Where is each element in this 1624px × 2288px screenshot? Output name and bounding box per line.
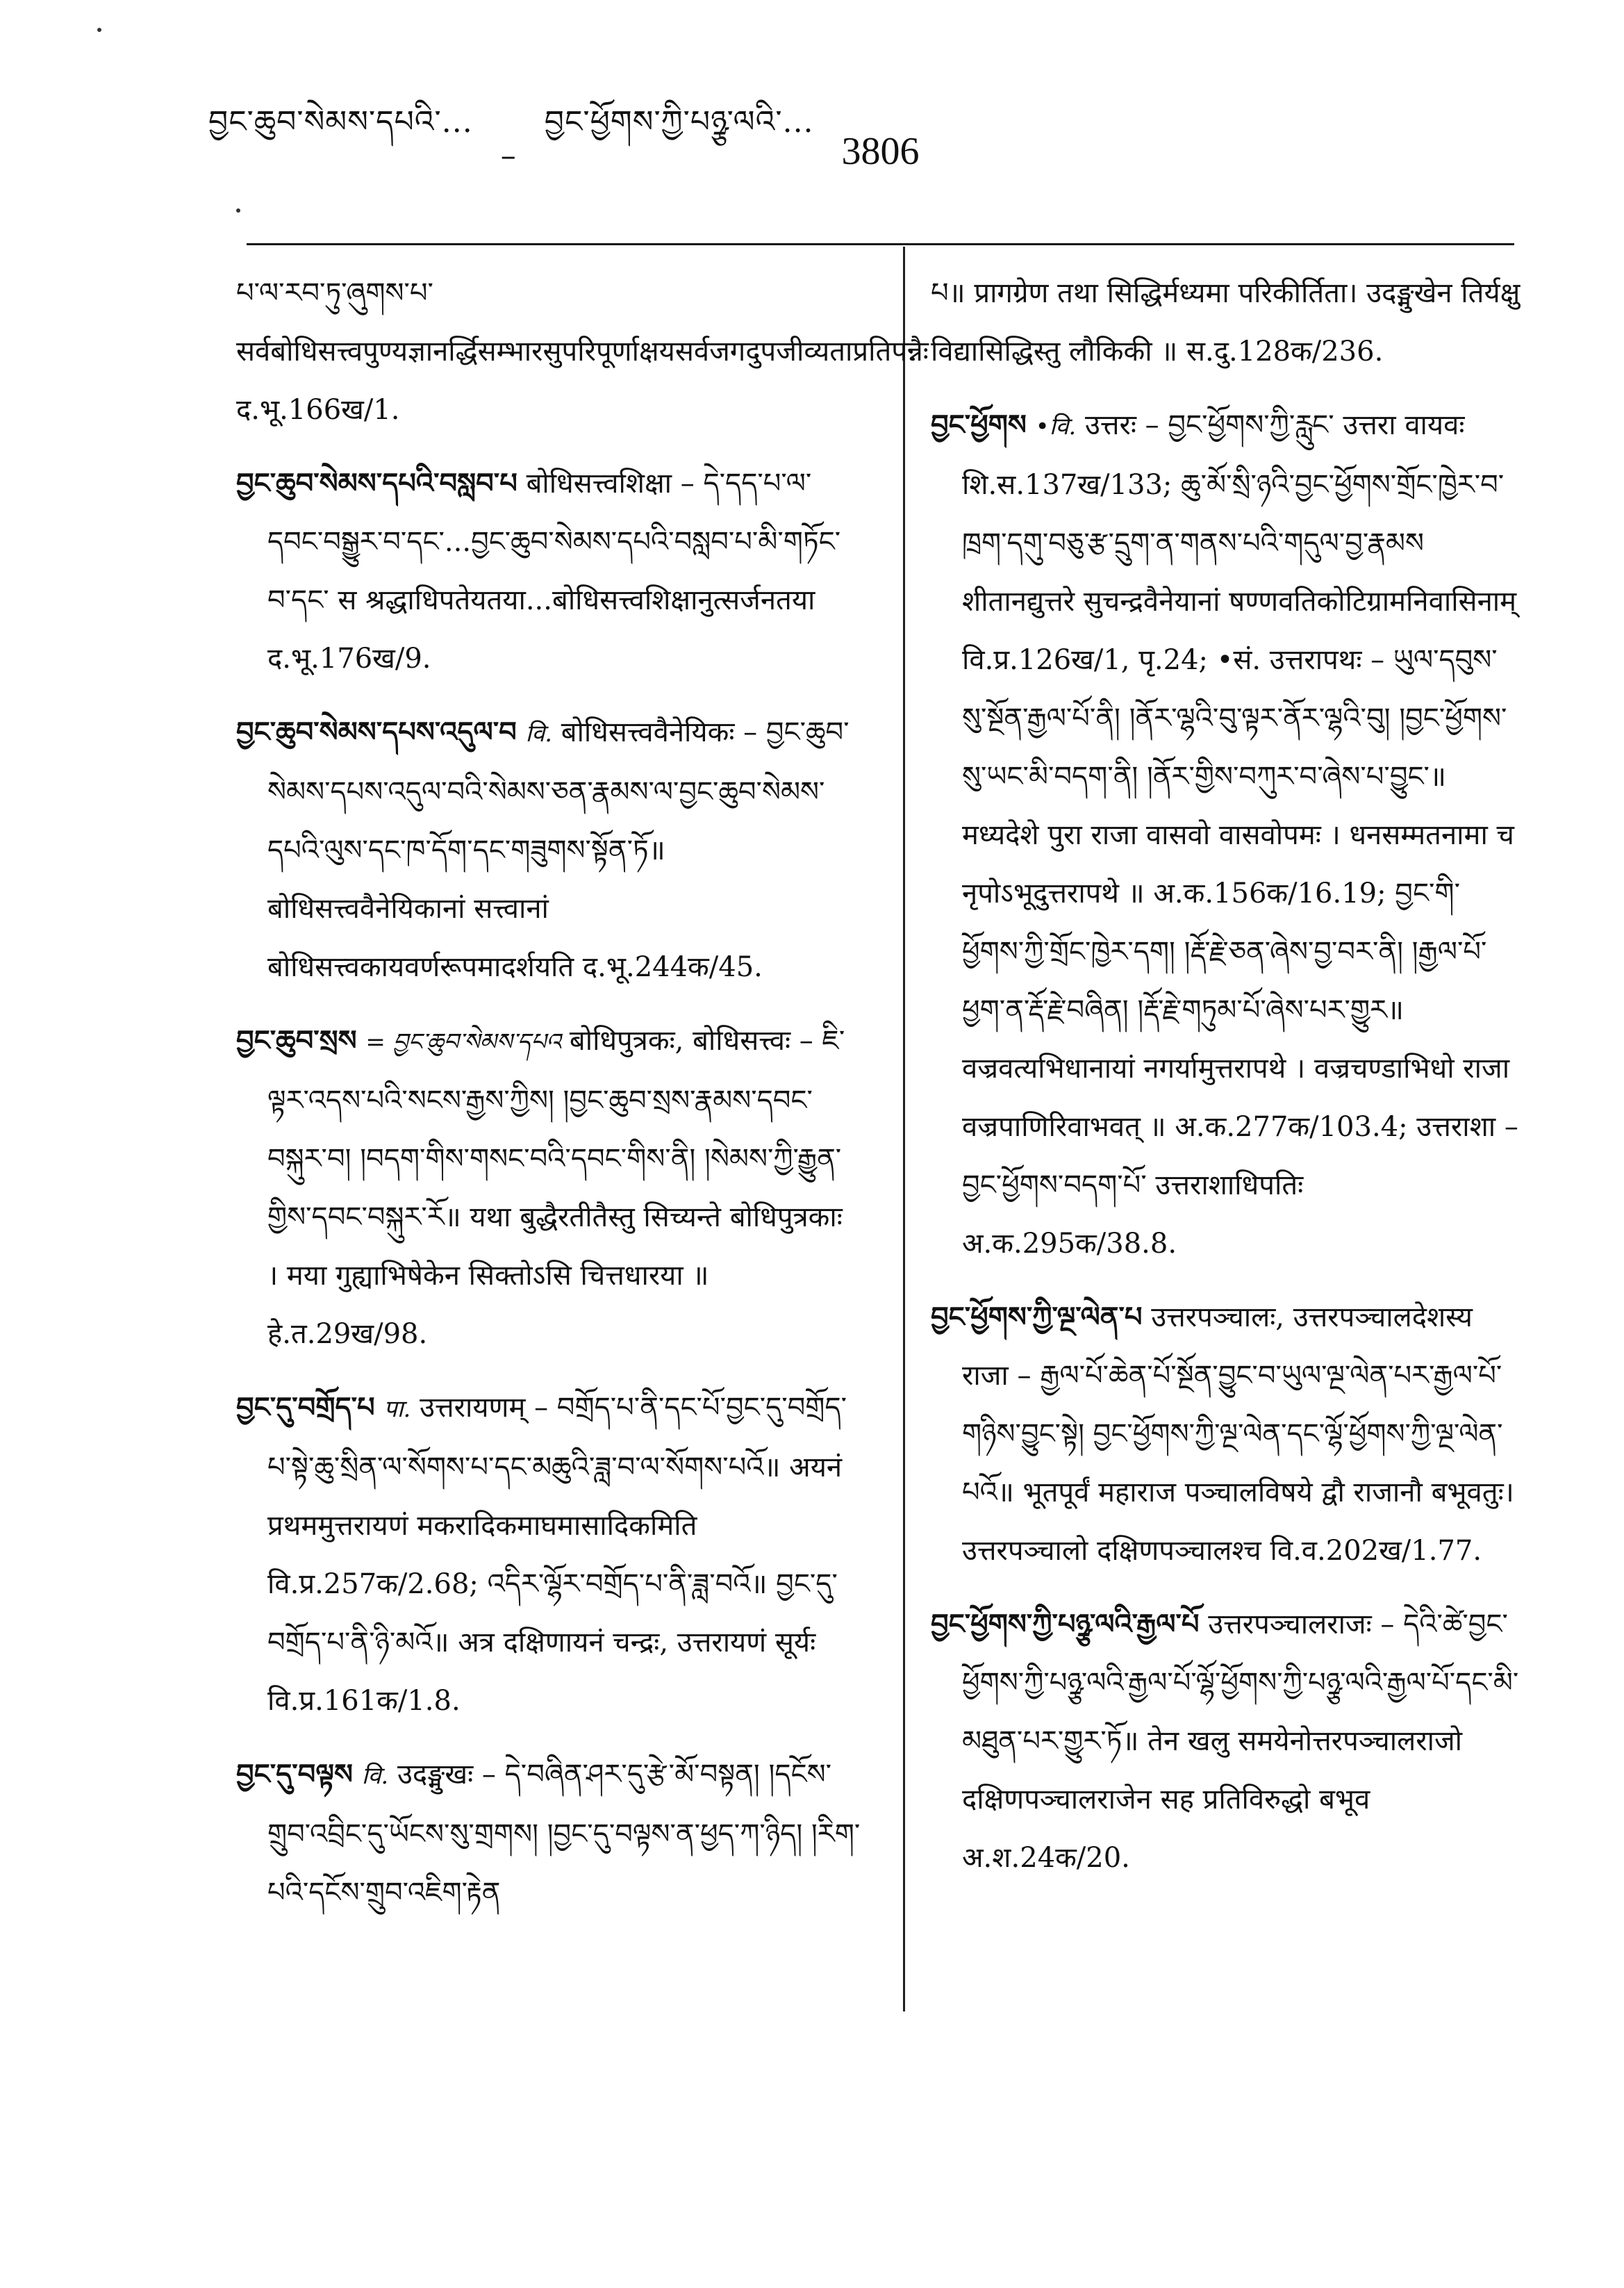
scan-speck: [236, 208, 240, 213]
entry-headword: བྱང་ཕྱོགས: [931, 409, 1027, 441]
dictionary-entry: [236, 1012, 861, 1363]
grammar-label: वि.: [525, 720, 553, 748]
header-left-term: བྱང་ཆུབ་སེམས་དཔའི་...: [208, 104, 473, 140]
entry-body: उत्तरायणम् – བགྲོད་པ་ནི་དང་པོ་བྱང་དུ་བགྲོད་པ་སྟེ་ཆུ་སྲིན་ལ་སོགས་པ་དང་མཆུའི་ཟླ་བ་ལ་སོགས་པའོ॥ अयनं प्रथममुत्तरायणं मकरादिकमाघमासादिकमिति वि.प्र.257क/2.68; འདིར་ལྷོར་བགྲོད་པ་ནི་ཟླ་བའོ॥ བྱང་དུ་བགྲོད་པ་ནི་ཉི་མའོ॥ अत्र दक्षिणायनं चन्द्रः, उत्तरायणं सूर्यः वि.प्र.161क/1.8.: [267, 1392, 847, 1717]
grammar-label: पा.: [383, 1395, 411, 1423]
scan-speck: [97, 28, 101, 32]
dictionary-entry: [931, 264, 1521, 381]
entry-body: པ་ལ་རབ་ཏུ་ཞུགས་པ་ सर्वबोधिसत्त्वपुण्यज्ञानर्द्धिसम्भारसुपरिपूर्णाक्षयसर्वजगदुपजीव्यताप्रतिपन्नैः द.भू.166ख/1.: [236, 277, 929, 426]
dictionary-entry: [236, 454, 861, 688]
grammar-label: वि.: [361, 1762, 389, 1790]
column-divider: [903, 247, 905, 2011]
header-right-term: བྱང་ཕྱོགས་ཀྱི་པཉྩ་ལའི་...: [544, 104, 814, 140]
entry-body: པ॥ प्रागग्रेण तथा सिद्धिर्मध्यमा परिकीर्तिता। उदङ्मुखेन तिर्यक्षु विद्यासिद्धिस्तु लौकिकी ॥ स.दु.128क/236.: [931, 277, 1521, 368]
entry-headword: བྱང་ཆུབ་སྲས: [236, 1024, 357, 1057]
right-column: [931, 264, 1521, 1902]
entry-headword: བྱང་ཆུབ་སེམས་དཔས་འདུལ་བ: [236, 716, 517, 748]
entry-headword: བྱང་དུ་བགྲོད་པ: [236, 1391, 375, 1424]
entry-headword: བྱང་ཆུབ་སེམས་དཔའི་བསླབ་པ: [236, 467, 517, 500]
header-rule: [247, 243, 1514, 245]
entry-body: बोधिपुत्रकः, बोधिसत्त्वः – ཇི་ལྟར་འདས་པའི་སངས་རྒྱས་ཀྱིས། །བྱང་ཆུབ་སྲས་རྣམས་དབང་བསྐུར་བ། །བདག་གིས་གསང་བའི་དབང་གིས་ནི། །སེམས་ཀྱི་རྒྱུན་གྱིས་དབང་བསྐུར་རོ॥ यथा बुद्धैरतीतैस्तु सिच्यन्ते बोधिपुत्रकाः । मया गुह्याभिषेकेन सिक्तोऽसि चित्तधारया ॥ हे.त.29ख/98.: [267, 1025, 845, 1350]
dictionary-entry: [236, 703, 861, 996]
entry-body: उत्तरपञ्चालराजः – དེའི་ཚེ་བྱང་ཕྱོགས་ཀྱི་པཉྩ་ལའི་རྒྱལ་པོ་ལྷོ་ཕྱོགས་ཀྱི་པཉྩ་ལའི་རྒྱལ་པོ་དང་མི་མཐུན་པར་གྱུར་ཏོ॥ तेन खलु समयेनोत्तरपञ्चालराजो दक्षिणपञ्चालराजेन सह प्रतिविरुद्धो बभूव अ.श.24क/20.: [962, 1608, 1519, 1874]
dictionary-entry: [931, 1595, 1521, 1887]
entry-headword: བྱང་ཕྱོགས་ཀྱི་པཉྩ་ལའི་རྒྱལ་པོ: [931, 1608, 1200, 1640]
grammar-label: •वि.: [1035, 413, 1077, 441]
entry-body: उत्तरपञ्चालः, उत्तरपञ्चालदेशस्य राजा – རྒྱལ་པོ་ཆེན་པོ་སྔོན་བྱུང་བ་ཡུལ་ལྔ་ལེན་པར་རྒྱལ་པོ་གཉིས་བྱུང་སྟེ། བྱང་ཕྱོགས་ཀྱི་ལྔ་ལེན་དང་ལྷོ་ཕྱོགས་ཀྱི་ལྔ་ལེན་པའོ॥ भूतपूर्वं महाराज पञ्चालविषये द्वौ राजानौ बभूवतुः। उत्तरपञ्चालो दक्षिणपञ्चालश्च वि.व.202ख/1.77.: [962, 1301, 1514, 1567]
running-header: [208, 104, 972, 174]
dictionary-entry: [931, 1288, 1521, 1580]
entry-body: बोधिसत्त्ववैनेयिकः – བྱང་ཆུབ་སེམས་དཔས་འདུལ་བའི་སེམས་ཅན་རྣམས་ལ་བྱང་ཆུབ་སེམས་དཔའི་ལུས་དང་ཁ་དོག་དང་གཟུགས་སྟོན་ཏོ॥ बोधिसत्त्ववैनेयिकानां सत्त्वानां बोधिसत्त्वकायवर्णरूपमादर्शयति द.भू.244क/45.: [267, 716, 850, 983]
dictionary-entry: [931, 396, 1521, 1273]
page-number: 3806: [841, 130, 920, 173]
dictionary-entry: [236, 1745, 861, 1922]
entry-headword: བྱང་དུ་བལྟས: [236, 1758, 353, 1791]
entry-body: बोधिसत्त्वशिक्षा – དེ་དད་པ་ལ་དབང་བསྒྱུར་བ་དང་...བྱང་ཆུབ་སེམས་དཔའི་བསླབ་པ་མི་གཏོང་བ་དང་ स श्रद्धाधिपतेयतया...बोधिसत्त्वशिक्षानुत्सर्जनतया द.भू.176ख/9.: [267, 468, 841, 675]
dictionary-entry: [236, 1378, 861, 1730]
dictionary-entry: [236, 264, 929, 439]
cross-reference: = བྱང་ཆུབ་སེམས་དཔའ: [365, 1028, 561, 1056]
left-column: [236, 264, 929, 1937]
entry-headword: བྱང་ཕྱོགས་ཀྱི་ལྔ་ལེན་པ: [931, 1301, 1143, 1333]
entry-body: उदङ्मुखः – དེ་བཞིན་ཤར་དུ་རྩེ་མོ་བསྟན། །དངོས་གྲུབ་འབྲིང་དུ་ཡོངས་སུ་གྲགས། །བྱང་དུ་བལྟས་ན་ཕྱད་ཀ་ཉིད། །རིག་པའི་དངོས་གྲུབ་འཇིག་རྟེན: [267, 1759, 861, 1909]
header-dash: –: [500, 138, 517, 174]
entry-body: उत्तरः – བྱང་ཕྱོགས་ཀྱི་རླུང་ उत्तरा वायवः शि.स.137ख/133; ཆུ་མོ་སྲི་ཉའི་བྱང་ཕྱོགས་གྲོང་ཁྱེར་བ་ཁྲག་དགུ་བཅུ་རྩ་དྲུག་ན་གནས་པའི་གདུལ་བྱ་རྣམས शीतानद्युत्तरे सुचन्द्रवैनेयानां षण्णवतिकोटिग्रामनिवासिनाम् वि.प्र.126ख/1, पृ.24; •सं. उत्तरापथः – ཡུལ་དབུས་སུ་སྔོན་རྒྱལ་པོ་ནི། །ནོར་ལྷའི་བུ་ལྟར་ནོར་ལྷའི་བུ། །བྱང་ཕྱོགས་སུ་ཡང་མི་བདག་ནི། །ནོར་གྱིས་བཀུར་བ་ཞེས་པ་བྱུང་॥ मध्यदेशे पुरा राजा वासवो वासवोपमः । धनसम्मतनामा च नृपोऽभूदुत्तरापथे ॥ अ.क.156क/16.19; བྱང་གི་ཕྱོགས་ཀྱི་གྲོང་ཁྱེར་དག། །རྡོ་རྗེ་ཅན་ཞེས་བྱ་བར་ནི། །རྒྱལ་པོ་ཕྱག་ན་རྡོ་རྗེ་བཞིན། །རྡོ་རྗེ་གཏུམ་པོ་ཞེས་པར་གྱུར॥ वज्रवत्यभिधानायां नगर्यामुत्तरापथे । वज्रचण्डाभिधो राजा वज्रपाणिरिवाभवत् ॥ अ.क.277क/103.4; उत्तराशा – བྱང་ཕྱོགས་བདག་པོ་ उत्तराशाधिपतिः अ.क.295क/38.8.: [962, 409, 1518, 1260]
